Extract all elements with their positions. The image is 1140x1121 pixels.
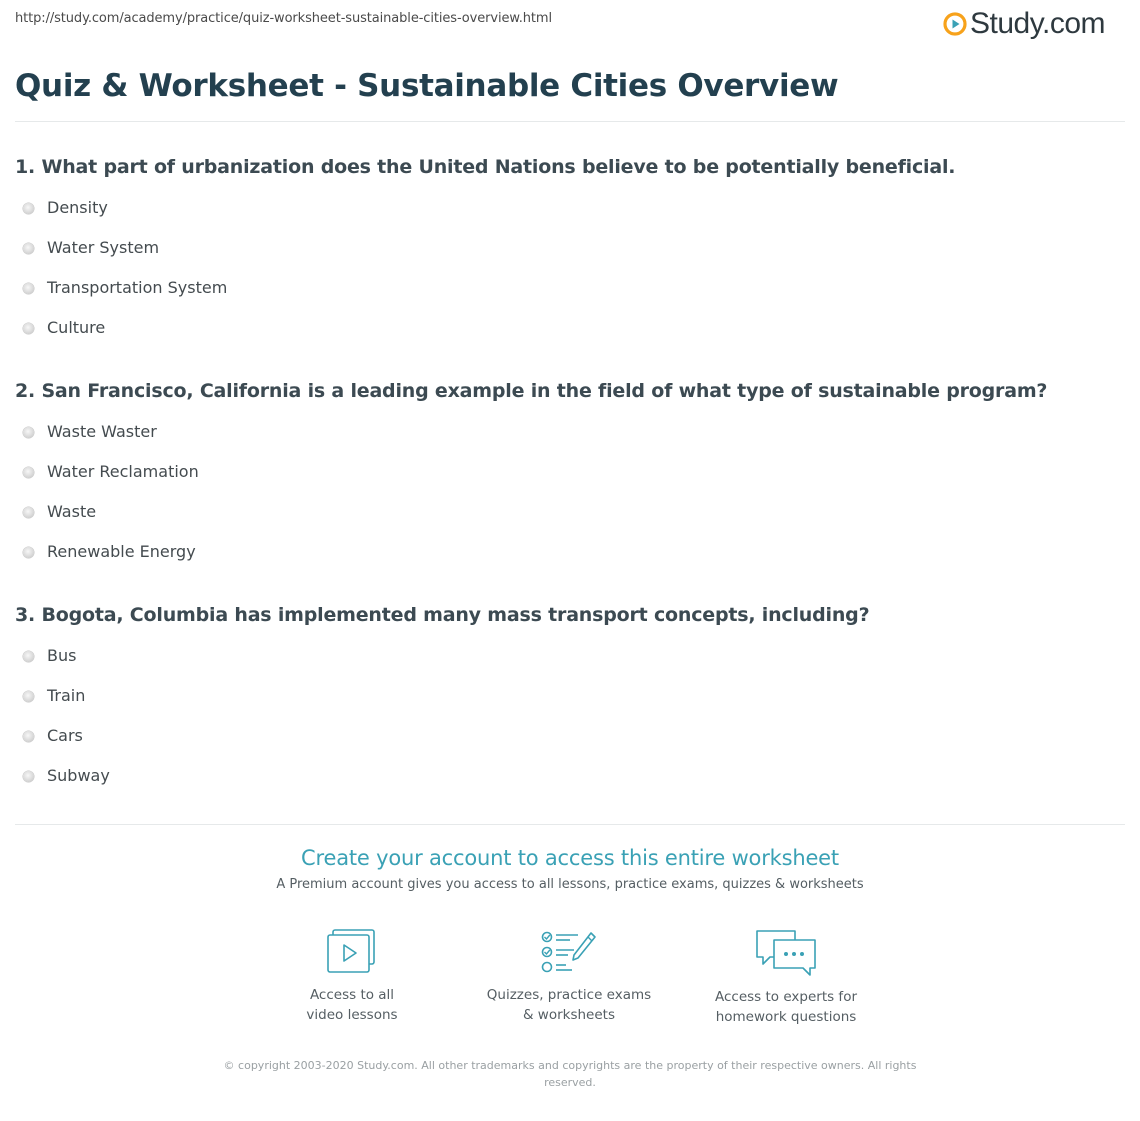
feature-experts	[686, 928, 886, 1027]
feature-label: video lessons	[306, 1007, 398, 1023]
question-text: 1. What part of urbanization does the United Nations believe to be potentially beneficial.	[15, 156, 956, 178]
question-2	[15, 378, 1125, 561]
answer-label: Train	[47, 686, 86, 705]
feature-label: homework questions	[715, 1009, 857, 1025]
feature-label: Quizzes, practice exams	[486, 987, 652, 1003]
feature-label: Access to experts for	[714, 989, 857, 1005]
answer-label: Bus	[47, 646, 77, 665]
answer-option[interactable]	[15, 316, 227, 356]
play-circle-icon	[943, 12, 967, 36]
study-logo[interactable]	[943, 6, 1105, 42]
create-account-link[interactable]: Create your account to access this entire worksheet	[301, 846, 839, 870]
answer-label: Subway	[47, 766, 110, 785]
chat-bubbles-icon	[754, 928, 818, 978]
radio-button[interactable]	[23, 731, 34, 742]
answer-option[interactable]	[15, 276, 227, 316]
answer-option[interactable]	[15, 724, 110, 764]
divider	[15, 121, 1125, 122]
copyright-notice: © copyright 2003-2020 Study.com. All other trademarks and copyrights are the property of their respective owners. All rights reserved.	[223, 1059, 917, 1089]
divider	[15, 824, 1125, 825]
feature-video-lessons	[252, 928, 452, 1025]
answer-label: Transportation System	[47, 278, 228, 297]
radio-button[interactable]	[23, 323, 34, 334]
radio-button[interactable]	[23, 243, 34, 254]
answer-label: Culture	[47, 318, 106, 337]
answer-label: Water System	[47, 238, 160, 257]
feature-label: Access to all	[309, 987, 395, 1003]
radio-button[interactable]	[23, 427, 34, 438]
radio-button[interactable]	[23, 547, 34, 558]
answer-label: Cars	[47, 726, 83, 745]
answer-option[interactable]	[15, 764, 110, 804]
answer-option[interactable]	[15, 236, 227, 276]
question-1	[15, 154, 1125, 337]
radio-button[interactable]	[23, 283, 34, 294]
quiz-checklist-icon	[540, 928, 598, 976]
radio-button[interactable]	[23, 651, 34, 662]
answer-label: Water Reclamation	[47, 462, 199, 481]
answer-options	[15, 644, 110, 804]
radio-button[interactable]	[23, 691, 34, 702]
answer-option[interactable]	[15, 460, 199, 500]
answer-options	[15, 196, 227, 356]
radio-button[interactable]	[23, 467, 34, 478]
feature-label: & worksheets	[522, 1007, 615, 1023]
answer-label: Renewable Energy	[47, 542, 196, 561]
page-url: http://study.com/academy/practice/quiz-worksheet-sustainable-cities-overview.html	[15, 11, 552, 26]
video-lesson-icon	[326, 928, 378, 976]
premium-description: A Premium account gives you access to all lessons, practice exams, quizzes & worksheets	[276, 877, 864, 892]
question-text: 2. San Francisco, California is a leading example in the field of what type of sustainable program?	[15, 380, 1048, 402]
page-title: Quiz & Worksheet - Sustainable Cities Overview	[15, 68, 839, 104]
answer-options	[15, 420, 199, 580]
answer-label: Density	[47, 198, 108, 217]
radio-button[interactable]	[23, 507, 34, 518]
answer-label: Waste Waster	[47, 422, 157, 441]
answer-option[interactable]	[15, 500, 199, 540]
answer-option[interactable]	[15, 540, 199, 580]
radio-button[interactable]	[23, 203, 34, 214]
question-text: 3. Bogota, Columbia has implemented many mass transport concepts, including?	[15, 604, 870, 626]
feature-quizzes	[469, 928, 669, 1025]
answer-option[interactable]	[15, 644, 110, 684]
radio-button[interactable]	[23, 771, 34, 782]
answer-option[interactable]	[15, 684, 110, 724]
question-3	[15, 602, 1125, 785]
answer-option[interactable]	[15, 420, 199, 460]
answer-label: Waste	[47, 502, 97, 521]
answer-option[interactable]	[15, 196, 227, 236]
logo-text: Study.com	[970, 7, 1105, 40]
